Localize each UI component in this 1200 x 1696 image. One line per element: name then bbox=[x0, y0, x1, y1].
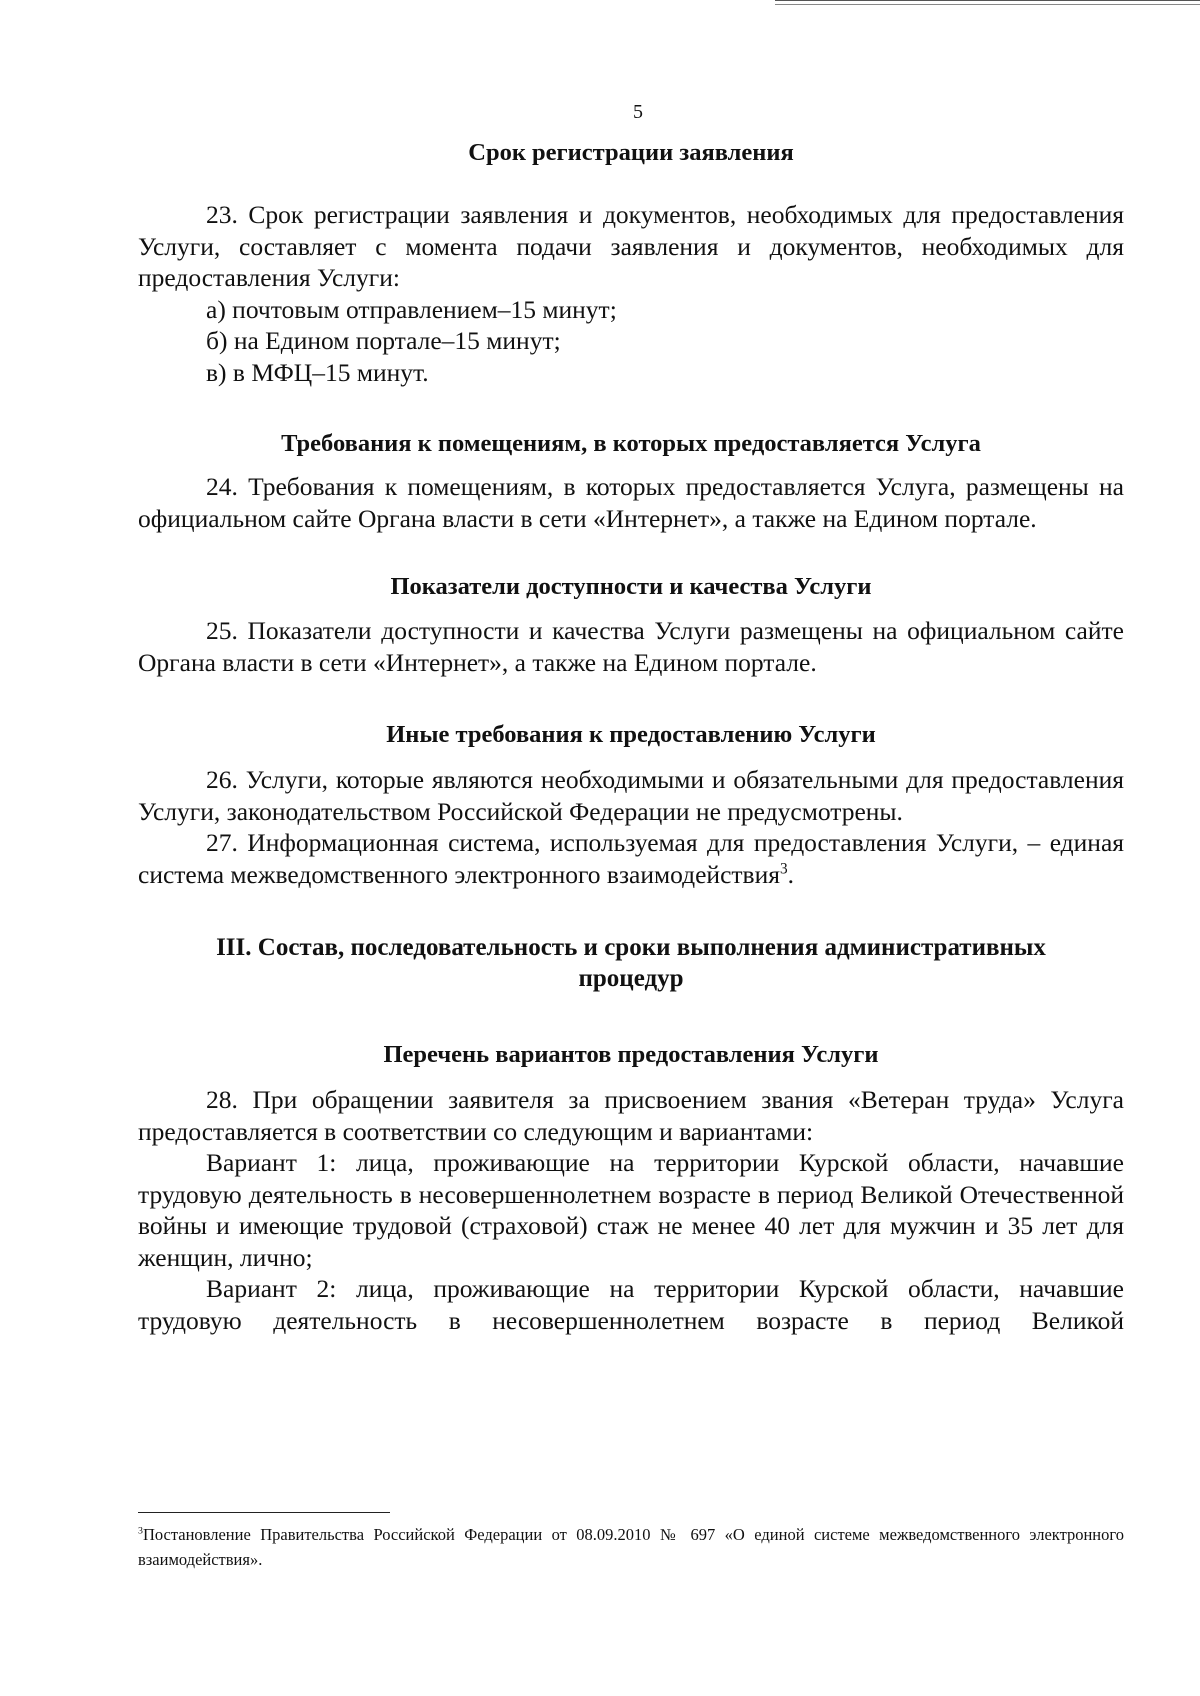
list-item-mfc: в) в МФЦ–15 минут. bbox=[206, 357, 429, 387]
footnote-number: 3 bbox=[138, 1525, 143, 1537]
variant-1: Вариант 1: лица, проживающие на территории Курской области, начавшие трудовую деятельность в несовершеннолетнем возрасте в период Великой Отечественной войны и имеющие трудовой (страховой) стаж не менее 40 лет для мужчин и 35 лет для женщин, лично; bbox=[138, 1148, 1124, 1272]
list-item-mail: а) почтовым отправлением–15 минут; bbox=[206, 294, 617, 324]
footnote bbox=[138, 1522, 1124, 1572]
top-edge-rule bbox=[775, 0, 1200, 5]
paragraph-23: 23. Срок регистрации заявления и документов, необходимых для предоставления Услуги, составляет с момента подачи заявления и документов, необходимых для предоставления Услуги: bbox=[138, 200, 1124, 292]
paragraph-28: 28. При обращении заявителя за присвоением звания «Ветеран труда» Услуга предоставляется в соответствии со следующим и вариантами: bbox=[138, 1085, 1124, 1146]
heading-premises-requirements: Требования к помещениям, в которых предоставляется Услуга bbox=[281, 430, 981, 457]
footnote-text: Постановление Правительства Российской Федерации от 08.09.2010 № 697 «О единой системе межведомственного электронного взаимодействия». bbox=[138, 1525, 1124, 1569]
heading-registration-term: Срок регистрации заявления bbox=[468, 139, 794, 166]
heading-variants-list: Перечень вариантов предоставления Услуги bbox=[383, 1041, 879, 1068]
paragraph-27-end: . bbox=[787, 859, 794, 889]
heading-section-three-line1: III. Состав, последовательность и сроки выполнения административных bbox=[216, 934, 1046, 961]
heading-quality-indicators: Показатели доступности и качества Услуги bbox=[390, 573, 872, 600]
heading-other-requirements: Иные требования к предоставлению Услуги bbox=[386, 721, 876, 748]
document-page bbox=[138, 100, 1124, 1336]
heading-section-three bbox=[138, 932, 1124, 994]
variant-2: Вариант 2: лица, проживающие на территории Курской области, начавшие трудовую деятельность в несовершеннолетнем возрасте в период Великой bbox=[138, 1274, 1124, 1335]
paragraph-26: 26. Услуги, которые являются необходимыми и обязательными для предоставления Услуги, законодательством Российской Федерации не предусмотрены. bbox=[138, 765, 1124, 826]
heading-section-three-line2: процедур bbox=[578, 965, 684, 992]
paragraph-25: 25. Показатели доступности и качества Услуги размещены на официальном сайте Органа власти в сети «Интернет», а также на Едином портале. bbox=[138, 616, 1124, 677]
paragraph-27-text: 27. Информационная система, используемая для предоставления Услуги, – единая система межведомственного электронного взаимодействия bbox=[138, 828, 1124, 889]
footnote-separator bbox=[138, 1512, 390, 1513]
paragraph-24: 24. Требования к помещениям, в которых предоставляется Услуга, размещены на официальном сайте Органа власти в сети «Интернет», а также на Едином портале. bbox=[138, 472, 1124, 533]
paragraph-27 bbox=[138, 827, 1124, 890]
page-number: 5 bbox=[633, 101, 643, 123]
footnote-reference: 3 bbox=[779, 860, 788, 877]
list-item-portal: б) на Едином портале–15 минут; bbox=[206, 326, 561, 355]
